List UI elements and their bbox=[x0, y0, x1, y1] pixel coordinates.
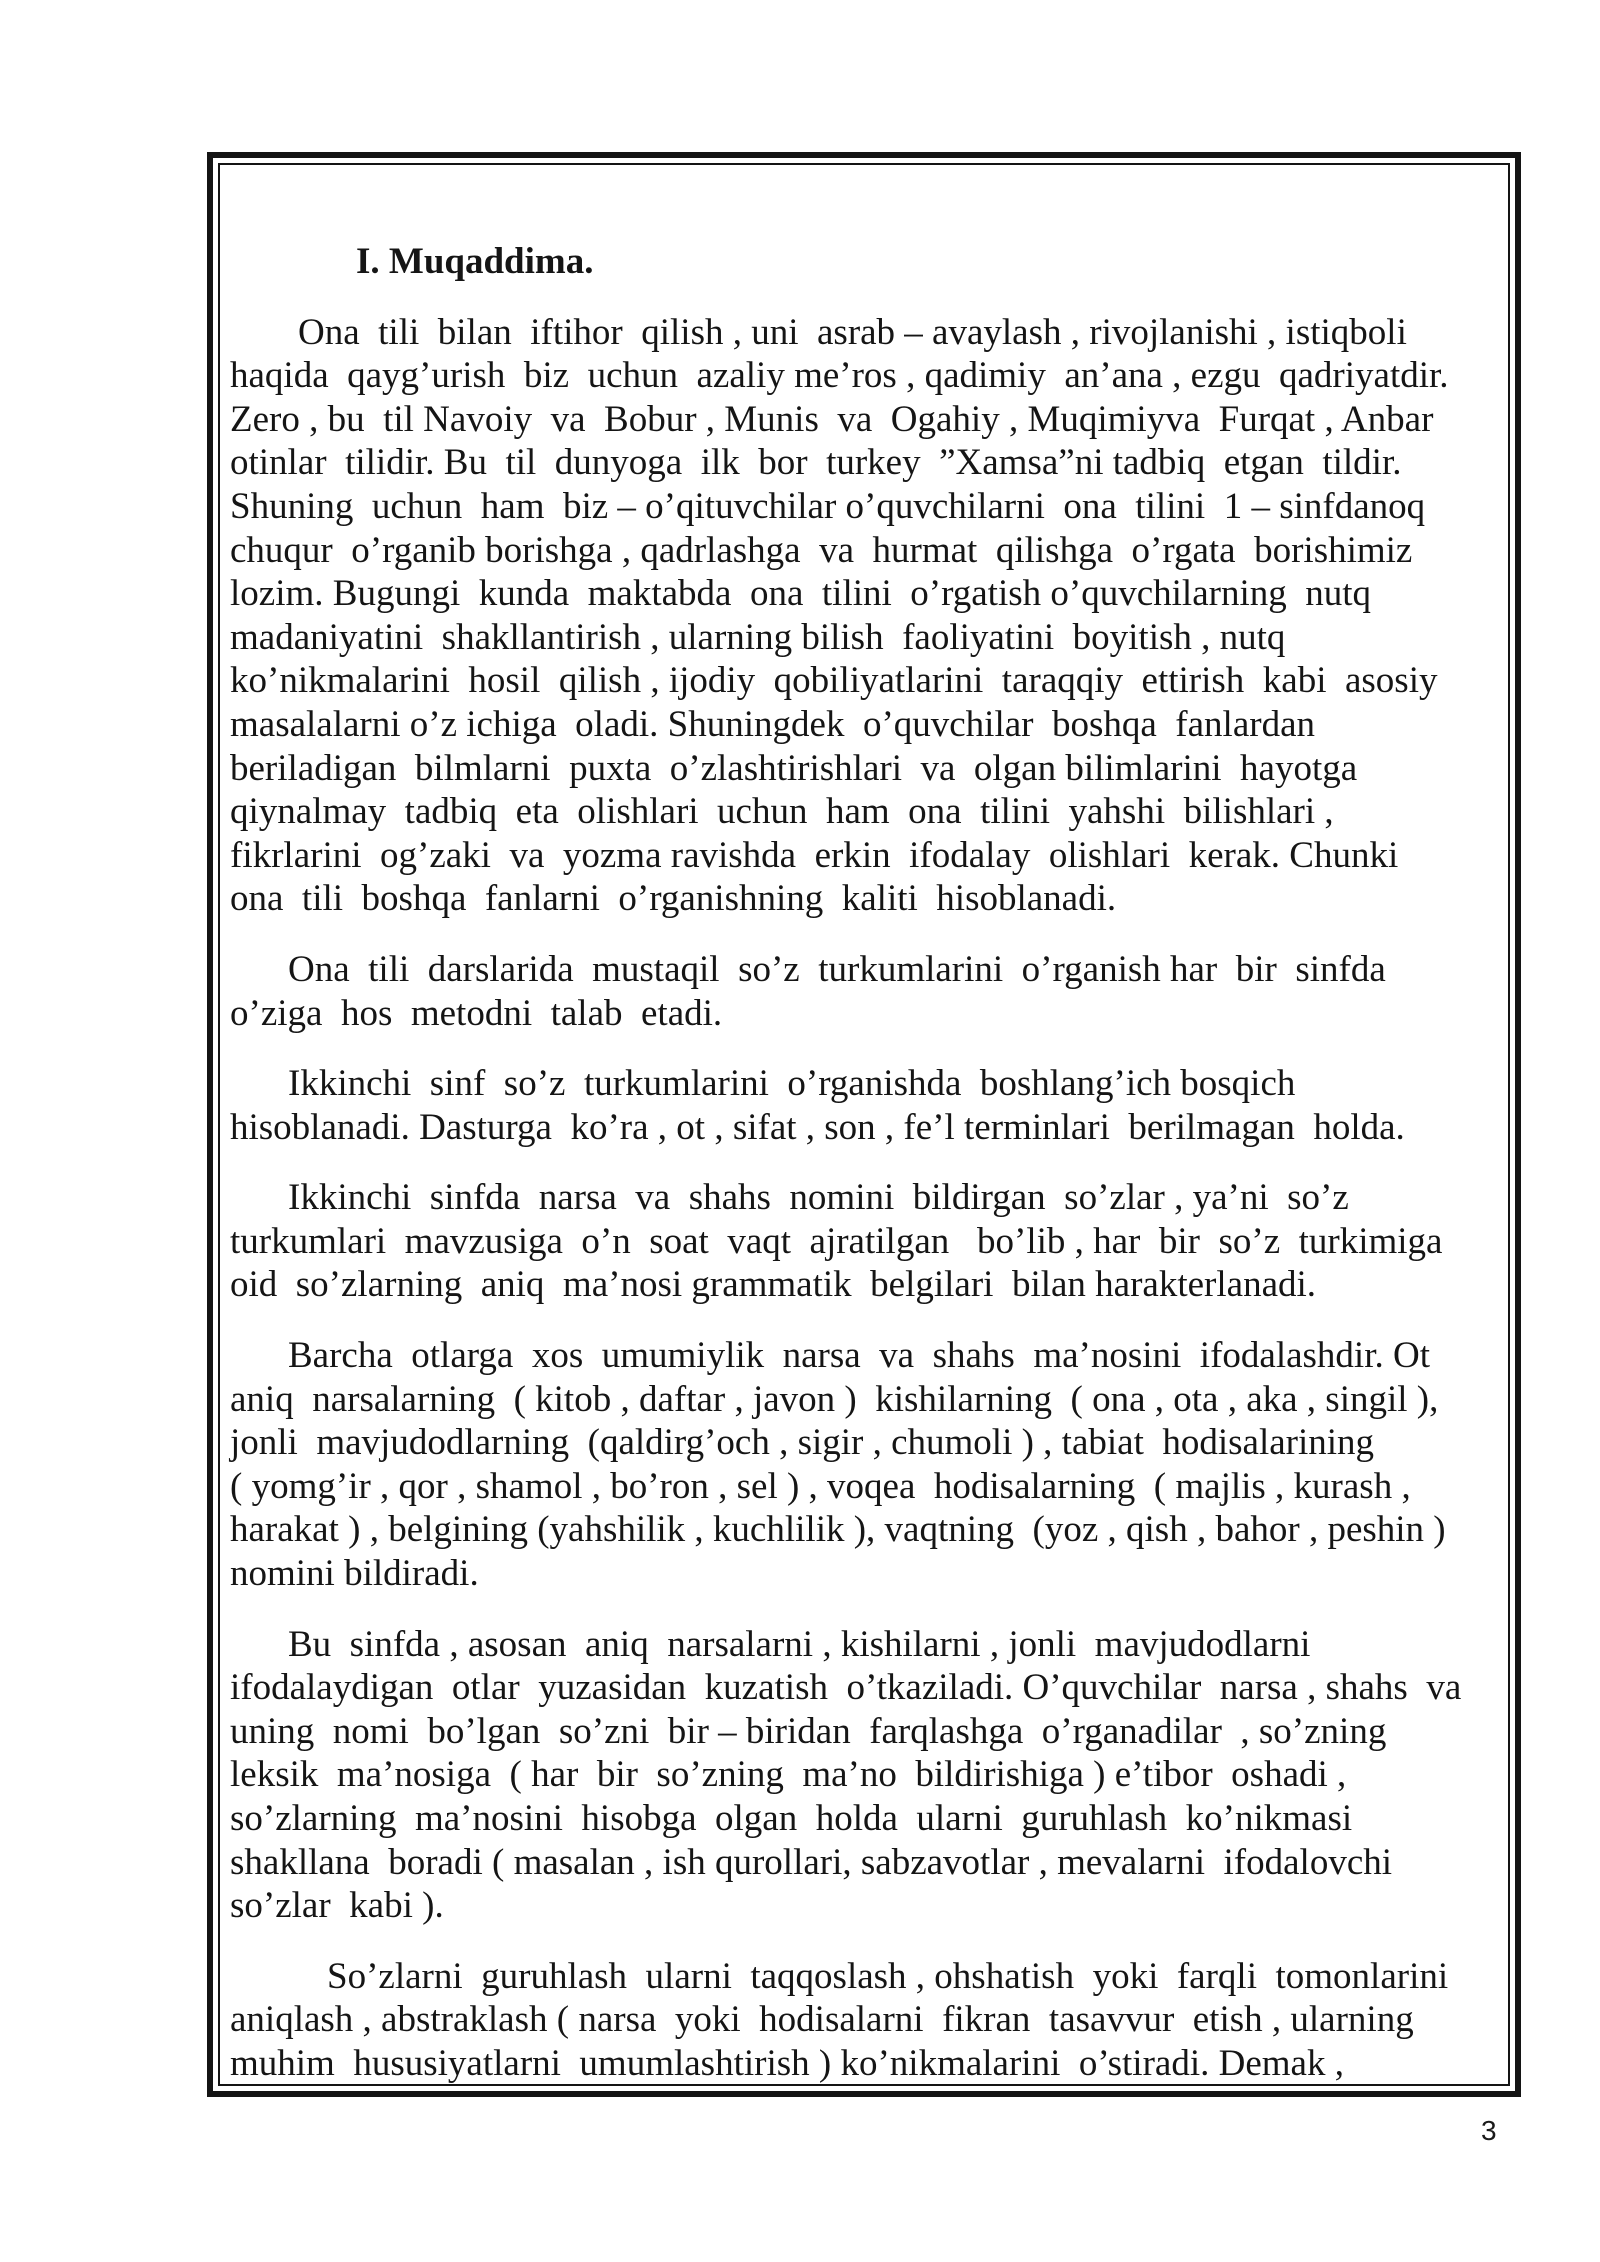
text-line: turkumlari mavzusiga o’n soat vaqt ajratilgan bo’lib , har bir so’z turkimiga bbox=[230, 1220, 1443, 1262]
text-line: muhim hususiyatlarni umumlashtirish ) ko’nikmalarini o’stiradi. Demak , bbox=[230, 2042, 1344, 2084]
text-line: nomini bildiradi. bbox=[230, 1553, 479, 1595]
paragraph-1 bbox=[230, 311, 1502, 921]
page-number: 3 bbox=[1481, 2115, 1497, 2146]
text-line: shakllana boradi ( masalan , ish qurollari, sabzavotlar , mevalarni ifodalovchi bbox=[230, 1841, 1393, 1883]
text-line: jonli mavjudodlarning (qaldirg’och , sigir , chumoli ) , tabiat hodisalarining bbox=[230, 1422, 1375, 1464]
text-line: Zero , bu til Navoiy va Bobur , Munis va Ogahiy , Muqimiyva Furqat , Anbar bbox=[230, 398, 1434, 440]
text-line: Ona tili bilan iftihor qilish , uni asrab – avaylash , rivojlanishi , istiqboli bbox=[298, 311, 1407, 353]
text-line: madaniyatini shakllantirish , ularning bilish faoliyatini boyitish , nutq bbox=[230, 616, 1286, 658]
text-line: otinlar tilidir. Bu til dunyoga ilk bor turkey ”Xamsa”ni tadbiq etgan tildir. bbox=[230, 442, 1402, 484]
text-line: Ona tili darslarida mustaqil so’z turkumlarini o’rganish har bir sinfda bbox=[288, 948, 1386, 990]
paragraph-2 bbox=[230, 948, 1502, 1035]
paragraph-4 bbox=[230, 1176, 1502, 1307]
text-line: so’zlarning ma’nosini hisobga olgan holda ularni guruhlash ko’nikmasi bbox=[230, 1798, 1353, 1839]
text-line: ona tili boshqa fanlarni o’rganishning kaliti hisoblanadi. bbox=[230, 878, 1117, 920]
text-line: ( yomg’ir , qor , shamol , bo’ron , sel ) , voqea hodisalarning ( majlis , kurash , bbox=[230, 1465, 1411, 1507]
text-line: haqida qayg’urish biz uchun azaliy me’ros , qadimiy an’ana , ezgu qadriyatdir. bbox=[230, 355, 1449, 397]
text-line: So’zlarni guruhlash ularni taqqoslash , ohshatish yoki farqli tomonlarini bbox=[327, 1955, 1449, 1997]
text-line: leksik ma’nosiga ( har bir so’zning ma’no bildirishiga ) e’tibor oshadi , bbox=[230, 1754, 1347, 1796]
text-line: Barcha otlarga xos umumiylik narsa va shahs ma’nosini ifodalashdir. Ot bbox=[288, 1335, 1430, 1377]
text-line: fikrlarini og’zaki va yozma ravishda erkin ifodalay olishlari kerak. Chunki bbox=[230, 834, 1399, 876]
text-line: hisoblanadi. Dasturga ko’ra , ot , sifat , son , fe’l terminlari berilmagan holda. bbox=[230, 1106, 1405, 1148]
text-line: aniqlash , abstraklash ( narsa yoki hodisalarni fikran tasavvur etish , ularning bbox=[230, 1999, 1414, 2041]
text-line: so’zlar kabi ). bbox=[230, 1885, 444, 1927]
text-line: o’ziga hos metodni talab etadi. bbox=[230, 992, 723, 1034]
text-line: Ikkinchi sinf so’z turkumlarini o’rganishda boshlang’ich bosqich bbox=[288, 1063, 1296, 1105]
text-line: ifodalaydigan otlar yuzasidan kuzatish o’tkaziladi. O’quvchilar narsa , shahs va bbox=[230, 1667, 1462, 1709]
text-line: lozim. Bugungi kunda maktabda ona tilini o’rgatish o’quvchilarning nutq bbox=[230, 573, 1372, 615]
section-title: I. Muqaddima. bbox=[356, 241, 594, 282]
text-line: Shuning uchun ham biz – o’qituvchilar o’quvchilarni ona tilini 1 – sinfdanoq bbox=[230, 485, 1426, 527]
text-line: beriladigan bilmlarni puxta o’zlashtirishlari va olgan bilimlarini hayotga bbox=[230, 747, 1358, 789]
text-line: ko’nikmalarini hosil qilish , ijodiy qobiliyatlarini taraqqiy ettirish kabi asosiy bbox=[230, 660, 1438, 702]
text-line: Bu sinfda , asosan aniq narsalarni , kishilarni , jonli mavjudodlarni bbox=[288, 1623, 1311, 1665]
text-line: chuqur o’rganib borishga , qadrlashga va hurmat qilishga o’rgata borishimiz bbox=[230, 529, 1413, 571]
text-line: uning nomi bo’lgan so’zni bir – biridan farqlashga o’rganadilar , so’zning bbox=[230, 1710, 1387, 1752]
text-line: aniq narsalarning ( kitob , daftar , javon ) kishilarning ( ona , ota , aka , singil ), bbox=[230, 1378, 1439, 1420]
text-line: qiynalmay tadbiq eta olishlari uchun ham ona tilini yahshi bilishlari , bbox=[230, 791, 1334, 833]
page-content bbox=[230, 240, 1502, 2113]
text-line: Ikkinchi sinfda narsa va shahs nomini bildirgan so’zlar , ya’ni so’z bbox=[288, 1177, 1349, 1219]
text-line: harakat ) , belgining (yahshilik , kuchlilik ), vaqtning (yoz , qish , bahor , peshin ) bbox=[230, 1509, 1446, 1551]
paragraph-6 bbox=[230, 1623, 1502, 1928]
text-line: masalalarni o’z ichiga oladi. Shuningdek o’quvchilar boshqa fanlardan bbox=[230, 703, 1315, 745]
paragraph-5 bbox=[230, 1334, 1502, 1596]
paragraph-7 bbox=[230, 1955, 1502, 2086]
text-line: oid so’zlarning aniq ma’nosi grammatik belgilari bilan harakterlanadi. bbox=[230, 1264, 1317, 1306]
paragraph-3 bbox=[230, 1062, 1502, 1149]
